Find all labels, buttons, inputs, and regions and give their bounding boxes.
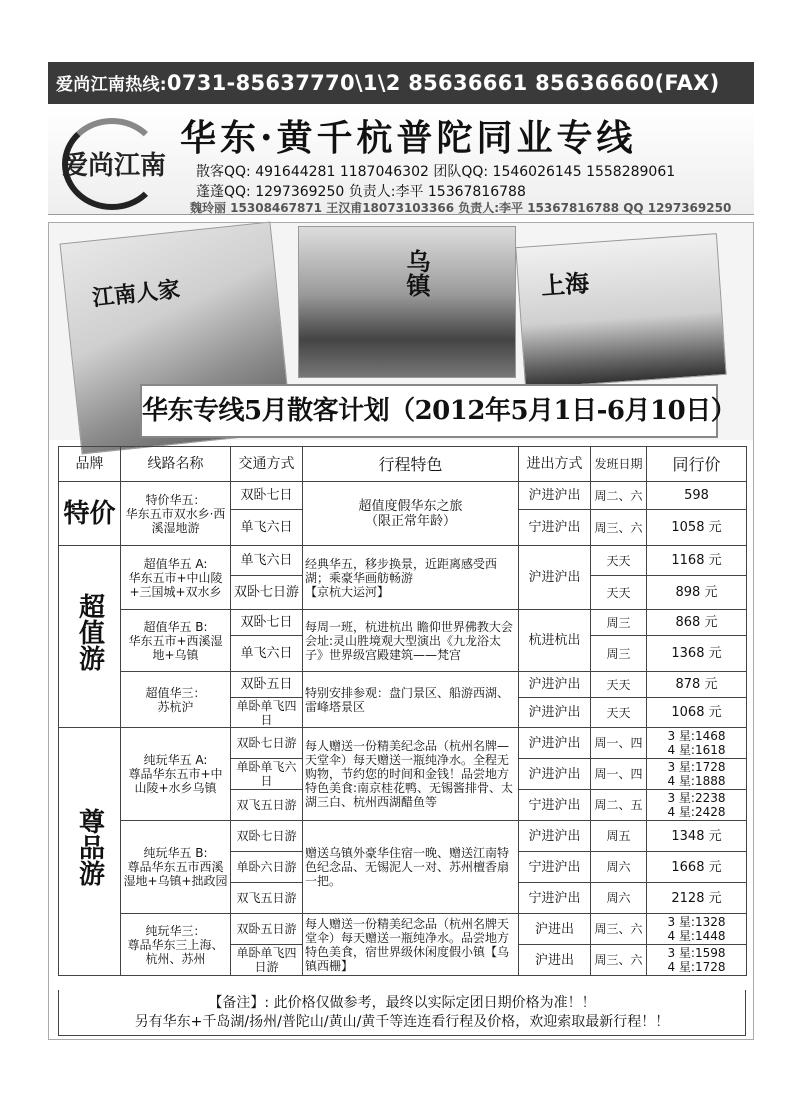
table-row	[59, 728, 747, 759]
inout-cell: 沪进沪出	[519, 821, 591, 852]
route-detail: 尊品华东五市西溪湿地+乌镇+拙政园	[123, 860, 228, 888]
table-row	[59, 672, 747, 698]
table-row	[59, 482, 747, 510]
hotline-numbers: 0731-85637770\1\2 85636661 85636660(FAX)	[166, 71, 720, 95]
qq-contacts-line1: 散客QQ: 491644281 1187046302 团队QQ: 1546026145 1558289061	[196, 164, 676, 180]
inout-cell: 沪进沪出	[519, 698, 591, 728]
price-cell: 3 星:2238 4 星:2428	[647, 790, 747, 821]
route-name: 纯玩华三：	[145, 923, 206, 938]
photo-caption-jiangnan: 江南人家	[91, 276, 182, 312]
schedule-cell: 周三、六	[591, 945, 647, 976]
route-cell	[121, 546, 231, 610]
route-detail: 华东五市+中山陵+三国城+双水乡	[128, 570, 223, 599]
price-cell: 1168 元	[647, 546, 747, 576]
brand-text: 超值游	[74, 592, 105, 671]
route-name: 特价华五：	[145, 492, 206, 507]
route-name: 超值华五 A:	[143, 556, 208, 571]
transport-cell: 双卧五日游	[231, 914, 303, 945]
transport-cell: 双飞五日游	[231, 790, 303, 821]
inout-cell: 杭进杭出	[519, 610, 591, 672]
table-row	[59, 546, 747, 576]
schedule-cell: 周六	[591, 883, 647, 914]
route-cell	[121, 482, 231, 546]
table-header-row	[59, 447, 747, 482]
schedule-cell: 周三	[591, 610, 647, 636]
inout-cell: 沪进沪出	[519, 728, 591, 759]
table-row	[59, 914, 747, 945]
schedule-cell: 周一、四	[591, 759, 647, 790]
route-cell	[121, 610, 231, 672]
price-cell: 2128 元	[647, 883, 747, 914]
brand-text: 尊品游	[74, 807, 105, 886]
price-cell: 1348 元	[647, 821, 747, 852]
feature-note: （限正常年龄）	[364, 513, 456, 529]
route-name: 纯玩华五 B:	[143, 846, 208, 860]
header-route: 线路名称	[121, 447, 231, 482]
feature-text: 经典华五，移步换景，近距离感受西湖；乘豪华画舫畅游	[305, 556, 498, 585]
photo-shanghai	[515, 233, 726, 389]
transport-cell: 双飞五日游	[231, 883, 303, 914]
inout-cell: 沪进出	[519, 945, 591, 976]
transport-cell: 单飞六日	[231, 546, 303, 576]
route-detail: 苏杭沪	[157, 699, 194, 714]
transport-cell: 双卧五日	[231, 672, 303, 698]
feature-cell: 每人赠送一份精美纪念品（杭州名牌—天堂伞）每天赠送一瓶纯净水。全程无购物，节约您的时间和金钱！品尝地方特色美食:南京桂花鸭、无锡酱排骨、太湖三白、杭州西湖醋鱼等	[303, 728, 519, 821]
inout-cell: 沪进沪出	[519, 546, 591, 610]
inout-cell: 沪进沪出	[519, 759, 591, 790]
price-cell: 898 元	[647, 576, 747, 610]
page-title: 华东·黄千杭普陀同业专线	[180, 117, 637, 159]
header-transport: 交通方式	[231, 447, 303, 482]
transport-cell: 双卧七日游	[231, 821, 303, 852]
route-name: 超值华三：	[145, 685, 206, 700]
transport-cell: 单卧单飞六日	[231, 759, 303, 790]
qq-contacts-line2: 蓬蓬QQ: 1297369250 负责人:李平 15367816788	[196, 184, 526, 200]
route-cell	[121, 914, 231, 976]
schedule-cell: 天天	[591, 546, 647, 576]
brand-cell-chaozhi	[59, 546, 121, 728]
transport-cell: 双卧七日	[231, 482, 303, 510]
route-cell	[121, 821, 231, 914]
price-cell: 3 星:1468 4 星:1618	[647, 728, 747, 759]
qq-contacts-line3: 魏玲丽 15308467871 王汉甫18073103366 负责人:李平 15367816788 QQ 1297369250	[190, 201, 732, 215]
price-cell: 3 星:1328 4 星:1448	[647, 914, 747, 945]
price-cell: 598	[647, 482, 747, 510]
feature-cell	[303, 482, 519, 546]
schedule-cell: 周三	[591, 636, 647, 672]
route-detail: 尊品华东五市+中山陵+水乡乌镇	[128, 767, 223, 795]
transport-cell: 双卧七日游	[231, 576, 303, 610]
schedule-cell: 天天	[591, 698, 647, 728]
inout-cell: 宁进沪出	[519, 852, 591, 883]
feature-cell	[303, 546, 519, 610]
price-cell: 878 元	[647, 672, 747, 698]
transport-cell: 单卧单飞四日游	[231, 945, 303, 976]
inout-cell: 宁进沪出	[519, 883, 591, 914]
hotline-bar	[48, 62, 754, 104]
header-inout: 进出方式	[519, 447, 591, 482]
schedule-cell: 周五	[591, 821, 647, 852]
transport-cell: 单飞六日	[231, 636, 303, 672]
header-schedule: 发班日期	[591, 447, 647, 482]
price-cell: 3 星:1728 4 星:1888	[647, 759, 747, 790]
route-detail: 华东五市+西溪湿地+乌镇	[128, 633, 223, 662]
inout-cell: 宁进沪出	[519, 790, 591, 821]
feature-text: 超值度假华东之旅	[358, 498, 463, 514]
feature-note: 【京杭大运河】	[305, 584, 390, 599]
photo-wuzhen	[298, 226, 516, 378]
route-cell	[121, 672, 231, 728]
transport-cell: 单卧单飞四日	[231, 698, 303, 728]
schedule-cell: 天天	[591, 672, 647, 698]
header-price: 同行价	[647, 447, 747, 482]
inout-cell: 宁进沪出	[519, 510, 591, 546]
header-brand: 品牌	[59, 447, 121, 482]
schedule-cell: 周六	[591, 852, 647, 883]
feature-cell: 每人赠送一份精美纪念品（杭州名牌天堂伞）每天赠送一瓶纯净水。品尝地方特色美食，宿世界级休闲度假小镇【乌镇西栅】	[303, 914, 519, 976]
table-row	[59, 610, 747, 636]
feature-cell: 特别安排参观：盘门景区、船游西湖、雷峰塔景区	[303, 672, 519, 728]
transport-cell: 双卧七日游	[231, 728, 303, 759]
header-feature: 行程特色	[303, 447, 519, 482]
price-cell: 868 元	[647, 610, 747, 636]
price-cell: 1068 元	[647, 698, 747, 728]
schedule-cell: 周三、六	[591, 510, 647, 546]
price-cell: 1058 元	[647, 510, 747, 546]
price-cell: 1368 元	[647, 636, 747, 672]
hotline-label: 爱尚江南热线:	[56, 75, 167, 95]
note-line2: 另有华东+千岛湖/扬州/普陀山/黄山/黄千等连连看行程及价格，欢迎索取最新行程！！	[134, 1014, 670, 1030]
brand-cell-zunpin	[59, 728, 121, 976]
schedule-cell: 周二、六	[591, 482, 647, 510]
price-cell: 1668 元	[647, 852, 747, 883]
table-row	[59, 821, 747, 852]
transport-cell: 单卧六日游	[231, 852, 303, 883]
transport-cell: 双卧七日	[231, 610, 303, 636]
route-detail: 尊品华东三上海、杭州、苏州	[127, 937, 224, 966]
logo: 爱尚江南	[62, 151, 167, 181]
price-cell: 3 星:1598 4 星:1728	[647, 945, 747, 976]
schedule-cell: 天天	[591, 576, 647, 610]
route-name: 超值华五 B:	[143, 619, 208, 634]
plan-title: 华东专线5月散客计划（2012年5月1日-6月10日）	[140, 384, 718, 438]
inout-cell: 沪进出	[519, 914, 591, 945]
feature-cell: 赠送乌镇外豪华住宿一晚、赠送江南特色纪念品、无锡泥人一对、苏州檀香扇一把。	[303, 821, 519, 914]
schedule-cell: 周三、六	[591, 914, 647, 945]
schedule-cell: 周二、五	[591, 790, 647, 821]
photo-caption-wuzhen: 乌镇	[402, 249, 431, 297]
transport-cell: 单飞六日	[231, 510, 303, 546]
price-table	[58, 446, 747, 976]
note-line1: 【备注】: 此价格仅做参考，最终以实际定团日期价格为准！！	[208, 995, 596, 1011]
route-cell	[121, 728, 231, 821]
schedule-cell: 周一、四	[591, 728, 647, 759]
feature-cell: 每周一班，杭进杭出 瞻仰世界佛教大会会址:灵山胜境观大型演出《九龙浴太子》世界级宫殿建筑——梵宫	[303, 610, 519, 672]
inout-cell: 沪进沪出	[519, 672, 591, 698]
footer-note	[58, 990, 746, 1036]
photo-caption-shanghai: 上海	[540, 268, 590, 301]
brand-cell-tejia: 特价	[59, 482, 121, 546]
route-detail: 华东五市双水乡·西溪湿地游	[125, 506, 226, 535]
route-name: 纯玩华五 A:	[143, 753, 208, 767]
inout-cell: 沪进沪出	[519, 482, 591, 510]
